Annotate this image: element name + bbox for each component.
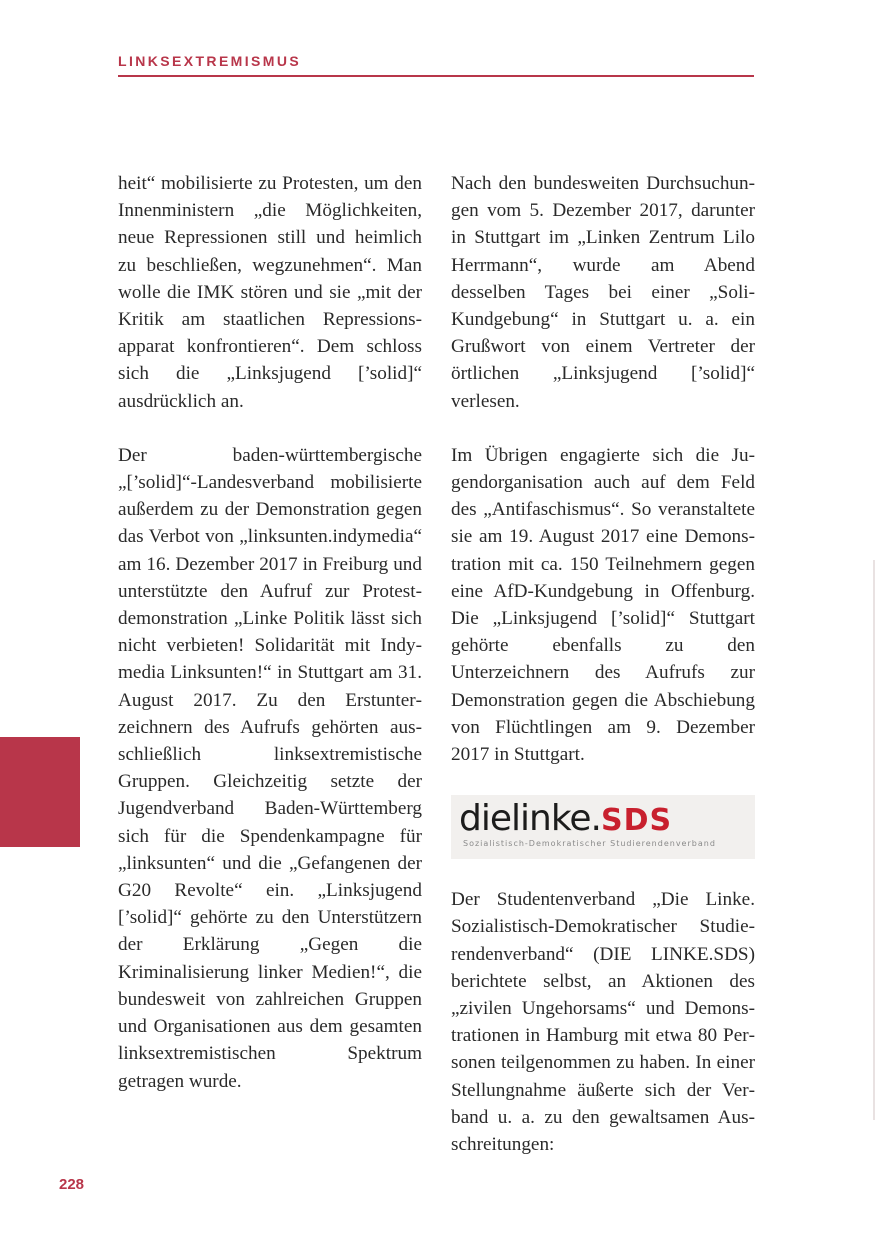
body-paragraph: Nach den bundesweiten Durchsuchungen vom 5. Dezember 2017, darunter in Stuttgart im „Linken Zentrum Lilo Herrmann“, wurde am Abend desselben Tages bei einer „Soli-Kundgebung“ in Stuttgart u. a. ein Grußwort von einem Vertreter der örtlichen „Linksjugend [’solid]“ verlesen. bbox=[451, 173, 755, 412]
logo-main-text: dielinke. bbox=[459, 798, 601, 840]
logo-wordmark bbox=[459, 799, 672, 841]
body-paragraph: heit“ mobilisierte zu Protesten, um den Innenministern „die Möglichkeiten, neue Repressionen still und heimlich zu beschließen, wegzunehmen“. Man wolle die IMK stören und sie „mit der Kritik am staatlichen Repressionsapparat konfrontieren“. Dem schloss sich die „Linksjugend [’solid]“ ausdrücklich an. bbox=[118, 173, 422, 412]
left-column bbox=[118, 170, 422, 1122]
chapter-side-tab bbox=[0, 737, 80, 847]
page-number: 228 bbox=[59, 1176, 85, 1193]
dielinke-sds-logo bbox=[451, 795, 755, 859]
body-paragraph: Im Übrigen engagierte sich die Jugendorganisation auch auf dem Feld des „Antifaschismus“. So veranstaltete sie am 19. August 2017 eine Demonstration mit ca. 150 Teilnehmern gegen eine AfD-Kundgebung in Offenburg. Die „Linksjugend [’solid]“ Stuttgart gehörte ebenfalls zu den Unterzeichnern des Aufrufs zur Demonstration gegen die Abschiebung von Flüchtlingen am 9. Dezember 2017 in Stuttgart. bbox=[451, 444, 755, 766]
running-header: LINKSEXTREMISMUS bbox=[118, 53, 302, 69]
logo-accent-text: SDS bbox=[600, 803, 673, 839]
header-rule bbox=[118, 75, 754, 77]
body-paragraph: Der Studentenverband „Die Linke. Sozialistisch-Demokratischer Studierendenverband“ (DIE LINKE.SDS) berichtete selbst, an Aktionen des „zivilen Ungehorsams“ und Demonstrationen in Hamburg mit etwa 80 Personen teilgenommen zu haben. In einer Stellungnahme äußerte sich der Verband u. a. zu den gewaltsamen Ausschreitungen: bbox=[451, 889, 755, 1156]
logo-subtitle: Sozialistisch-Demokratischer Studierendenverband bbox=[463, 839, 716, 849]
right-column bbox=[451, 170, 755, 1185]
body-paragraph: Der baden-württembergische „[’solid]“-Landesverband mobilisierte außerdem zu der Demonstration gegen das Verbot von „linksunten.indymedia“ am 16. Dezember 2017 in Freiburg und unterstützte den Aufruf zur Protestdemonstration „Linke Politik lässt sich nicht verbieten! Solidarität mit Indymedia Linksunten!“ in Stuttgart am 31. August 2017. Zu den Erstunterzeichnern des Aufrufs gehörten ausschließlich linksextremistische Gruppen. Gleichzeitig setzte der Jugendverband Baden-Württemberg sich für die Spendenkampagne für „linksunten“ und die „Gefangenen der G20 Revolte“ ein. „Linksjugend [’solid]“ gehörte zu den Unterstützern der Erklärung „Gegen die Kriminalisierung linker Medien!“, die bundesweit von zahlreichen Gruppen und Organisationen aus dem gesamten linksextremistischen Spektrum getragen wurde. bbox=[118, 444, 422, 1092]
